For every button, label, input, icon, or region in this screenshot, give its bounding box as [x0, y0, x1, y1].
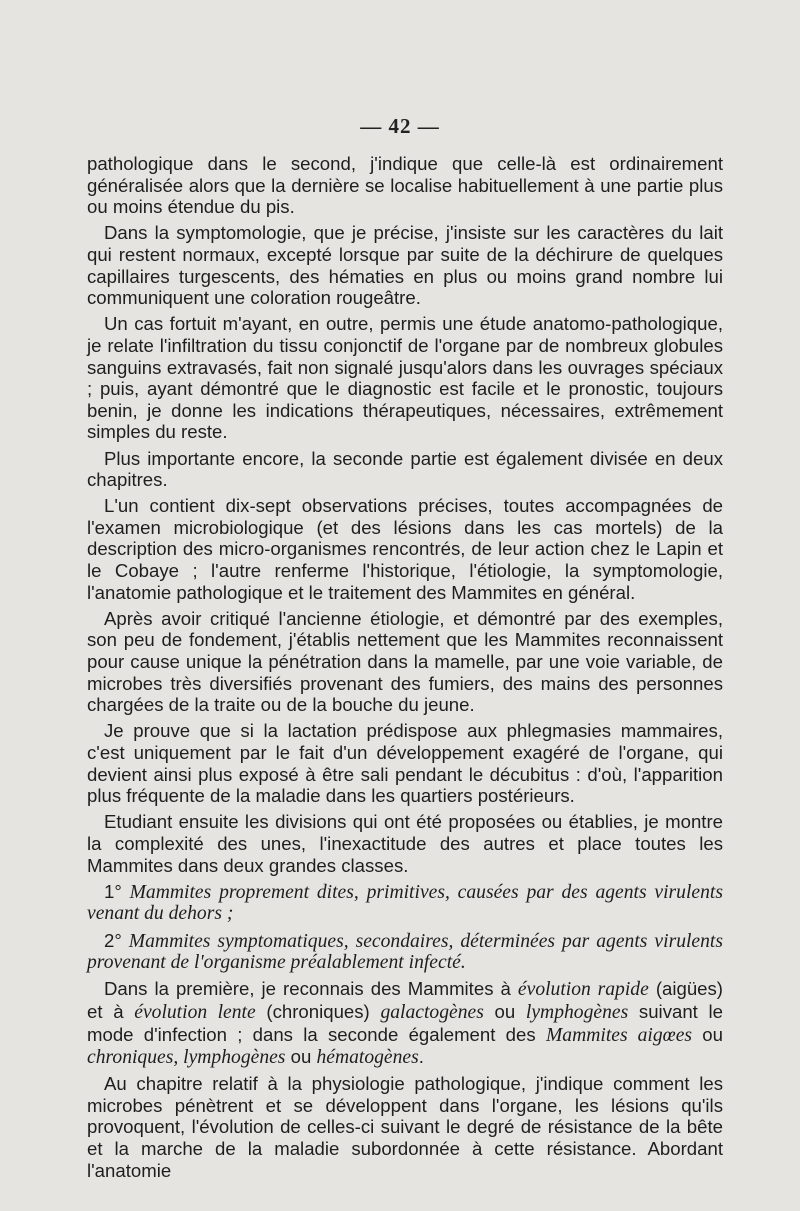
list-item-1-text: Mammites proprement dites, primitives, causées par des agents virulents venant du dehors ;: [87, 881, 723, 925]
paragraph-9: [87, 978, 723, 1068]
list-item-1: [87, 881, 723, 925]
paragraph-7: Je prouve que si la lactation prédispose aux phlegmasies mammaires, c'est uniquement par le fait d'un développement exagéré de l'organe, qui devient ainsi plus exposé à être sali pendant le décubitus : d'où, l'apparition plus fréquente de la maladie dans les quartiers postérieurs.: [87, 720, 723, 807]
paragraph-4: Plus importante encore, la seconde partie est également divisée en deux chapitres.: [87, 447, 723, 491]
paragraph-3: Un cas fortuit m'ayant, en outre, permis une étude anatomo-pathologique, je relate l'infiltration du tissu conjonctif de l'organe par de nombreux globules sanguins extravasés, fait non signalé jusqu'alors dans les ouvrages spéciaux ; puis, ayant démontré que le diagnostic est facile et le pronostic, toujours benin, je donne les indications thérapeutiques, nécessaires, extrêmement simples du reste.: [87, 313, 723, 443]
page-number: — 42 —: [360, 114, 440, 138]
list-item-2-number: 2°: [104, 929, 122, 951]
list-item-2-text: Mammites symptomatiques, secondaires, déterminées par agents virulents provenant de l'organisme préalablement infecté.: [87, 930, 723, 974]
p9-text-c: (chroniques): [255, 1000, 381, 1022]
p9-text-e: suivant le mode d'infection ; dans la seconde également des: [87, 1000, 724, 1045]
list-item-1-number: 1°: [104, 880, 122, 902]
p9-text-a: Dans la première, je reconnais des Mammites à: [104, 978, 518, 1000]
paragraph-5: L'un contient dix-sept observations précises, toutes accompagnées de l'examen microbiologique (et des lésions dans les cas mortels) de la description des micro-organismes rencontrés, de leur action chez le Lapin et le Cobaye ; l'autre renferme l'historique, l'étiologie, la symptomologie, l'anatomie pathologique et le traitement des Mammites en général.: [87, 495, 723, 603]
p9-italic-5: Mammites aigœes: [545, 1024, 693, 1046]
p9-italic-1: évolution rapide: [517, 979, 649, 1001]
p9-italic-3: galactogènes: [380, 1001, 484, 1023]
paragraph-1: pathologique dans le second, j'indique que celle-là est ordinairement généralisée alors que la dernière se localise habituellement à une partie plus ou moins étendue du pis.: [87, 153, 723, 218]
paragraph-6: Après avoir critiqué l'ancienne étiologie, et démontré par des exemples, son peu de fondement, j'établis nettement que les Mammites reconnaissent pour cause unique la pénétration dans la mamelle, par une voie variable, de microbes très diversifiés provenant des fumiers, des mains des personnes chargées de la traite ou de la bouche du jeune.: [87, 607, 723, 716]
paragraph-8: Etudiant ensuite les divisions qui ont été proposées ou établies, je montre la complexité des unes, l'inexactitude des autres et place toutes les Mammites dans deux grandes classes.: [87, 811, 723, 876]
body-text: [87, 153, 723, 1186]
p9-text-f: ou: [692, 1023, 723, 1045]
p9-text-h: .: [418, 1046, 424, 1068]
p9-italic-7: hématogènes: [316, 1047, 419, 1069]
p9-italic-4: lymphogènes: [525, 1001, 629, 1023]
p9-text-b: (aigües) et à: [87, 978, 724, 1022]
p9-italic-2: évolution lente: [134, 1001, 256, 1023]
paragraph-2: Dans la symptomologie, que je précise, j'insiste sur les caractères du lait qui restent normaux, excepté lorsque par suite de la déchirure de quelques capillaires turgescents, des hématies en plus ou moins grand nombre lui communiquent une coloration rougeâtre.: [87, 222, 723, 309]
p9-text-d: ou: [483, 1000, 526, 1022]
p9-text-g: ou: [285, 1046, 317, 1068]
paragraph-10: Au chapitre relatif à la physiologie pathologique, j'indique comment les microbes pénètrent et se développent dans l'organe, les lésions qu'ils provoquent, l'évolution de celles-ci suivant le degré de résistance de la bête et la marche de la maladie subordonnée à cette résistance. Abordant l'anatomie: [87, 1073, 723, 1181]
p9-italic-6: chroniques, lymphogènes: [87, 1047, 286, 1069]
list-item-2: [87, 930, 723, 974]
